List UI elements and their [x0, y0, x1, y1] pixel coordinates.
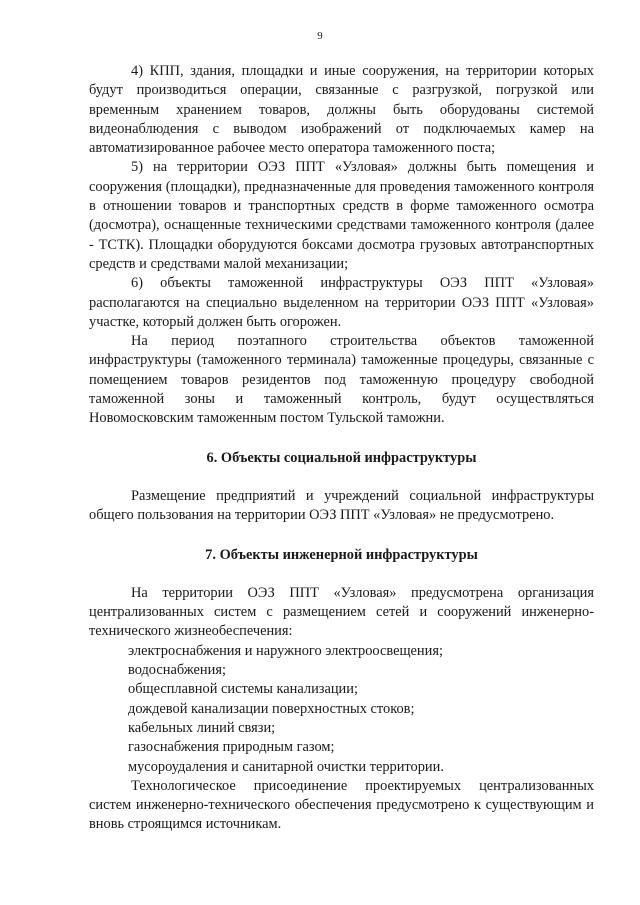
list-item: общесплавной системы канализации;	[128, 681, 358, 698]
section-7-intro: На территории ОЭЗ ППТ «Узловая» предусмотрена организация централизованных систем с размещением сетей и сооружений инженерно-технического жизнеобеспечения:	[89, 584, 594, 640]
document-body	[89, 62, 594, 835]
list-item: электроснабжения и наружного электроосвещения;	[128, 642, 443, 659]
list-item: мусороудаления и санитарной очистки территории.	[128, 758, 444, 775]
paragraph-item-4: 4) КПП, здания, площадки и иные сооружения, на территории которых будут производиться операции, связанные с разгрузкой, погрузкой или временным хранением товаров, должны быть оборудованы системой видеонаблюдения с выводом изображений от подключаемых камер на автоматизированное рабочее место оператора таможенного поста;	[89, 63, 594, 157]
list-item: кабельных линий связи;	[128, 719, 276, 736]
list-item: дождевой канализации поверхностных стоков;	[128, 700, 415, 717]
section-7-heading: 7. Объекты инженерной инфраструктуры	[205, 546, 478, 563]
section-6-heading: 6. Объекты социальной инфраструктуры	[206, 449, 477, 466]
page-number: 9	[317, 30, 323, 42]
list-item: газоснабжения природным газом;	[128, 739, 335, 756]
section-7-closing: Технологическое присоединение проектируемых централизованных систем инженерно-технического обеспечения предусмотрено к существующим и вновь строящимся источникам.	[89, 777, 594, 833]
paragraph-interim-period: На период поэтапного строительства объектов таможенной инфраструктуры (таможенного терминала) таможенные процедуры, связанные с помещением товаров резидентов под таможенную процедуру свободной таможенной зоны и таможенный контроль, будут осуществляться Новомосковским таможенным постом Тульской таможни.	[89, 333, 594, 427]
section-6-text: Размещение предприятий и учреждений социальной инфраструктуры общего пользования на территории ОЭЗ ППТ «Узловая» не предусмотрено.	[89, 487, 594, 524]
paragraph-item-5: 5) на территории ОЭЗ ППТ «Узловая» должны быть помещения и сооружения (площадки), предназначенные для проведения таможенного контроля в отношении товаров и транспортных средств в форме таможенного осмотра (досмотра), оснащенные техническими средствами таможенного контроля (далее - ТСТК). Площадки оборудуются боксами досмотра грузовых автотранспортных средств и средствами малой механизации;	[89, 159, 594, 272]
paragraph-item-6: 6) объекты таможенной инфраструктуры ОЭЗ ППТ «Узловая» располагаются на специально выделенном на территории ОЭЗ ППТ «Узловая» участке, который должен быть огорожен.	[89, 275, 594, 330]
list-item: водоснабжения;	[128, 662, 226, 679]
